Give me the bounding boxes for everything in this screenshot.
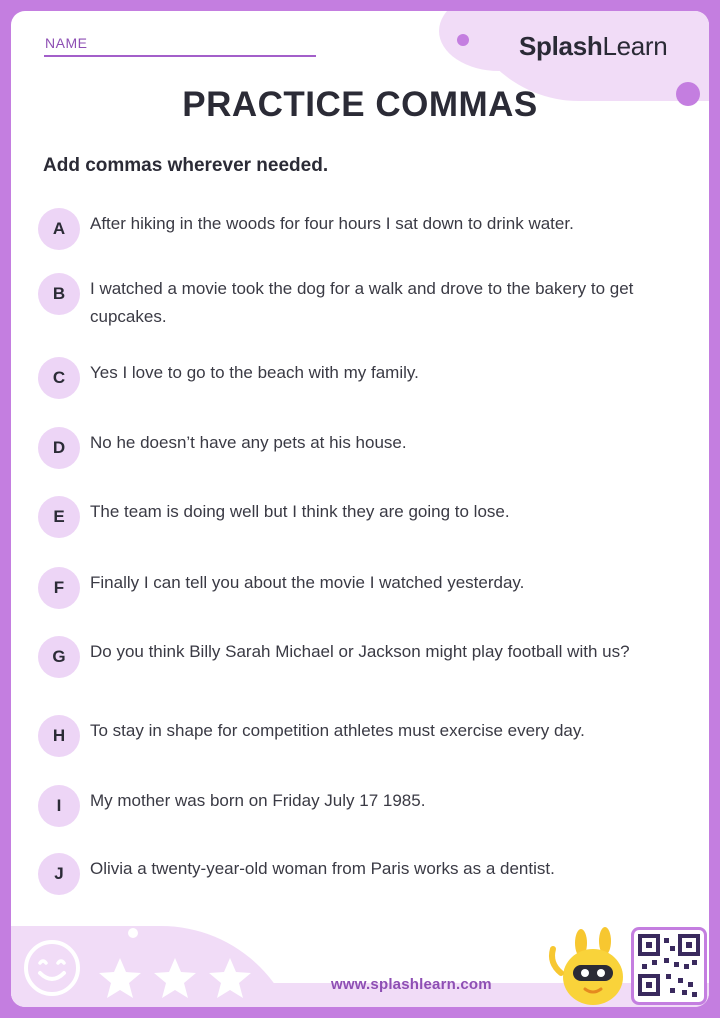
question-letter-badge: A: [38, 208, 80, 250]
question-text: The team is doing well but I think they are going to lose.: [90, 502, 510, 521]
question-text: Yes I love to go to the beach with my family.: [90, 363, 419, 382]
question-text: Do you think Billy Sarah Michael or Jackson might play football with us?: [90, 642, 630, 661]
question-letter-badge: H: [38, 715, 80, 757]
decorative-dot: [128, 928, 138, 938]
page-title: PRACTICE COMMAS: [182, 85, 538, 124]
question-text: Finally I can tell you about the movie I watched yesterday.: [90, 573, 525, 592]
question-letter-badge: C: [38, 357, 80, 399]
question-letter-badge: J: [38, 853, 80, 895]
question-text: My mother was born on Friday July 17 1985.: [90, 791, 426, 810]
question-text: After hiking in the woods for four hours I sat down to drink water.: [90, 214, 574, 233]
question-text: To stay in shape for competition athletes must exercise every day.: [90, 721, 585, 740]
question-text: Olivia a twenty-year-old woman from Paris works as a dentist.: [90, 859, 555, 878]
question-letter-badge: B: [38, 273, 80, 315]
name-label: NAME: [45, 35, 88, 51]
worksheet: [11, 11, 709, 1007]
question-letter-badge: E: [38, 496, 80, 538]
question-letter-badge: F: [38, 567, 80, 609]
star-icon: [154, 958, 196, 998]
instruction-text: Add commas wherever needed.: [43, 155, 329, 176]
stars-decoration: [95, 955, 265, 1001]
question-letter-badge: I: [38, 785, 80, 827]
star-icon: [209, 958, 251, 998]
question-text: I watched a movie took the dog for a walk and drove to the bakery to get cupcakes.: [90, 279, 634, 326]
brand-logo: SplashLearn: [519, 31, 668, 61]
question-text: No he doesn’t have any pets at his house.: [90, 433, 407, 452]
name-field-line[interactable]: [44, 55, 316, 57]
website-link[interactable]: www.splashlearn.com: [331, 976, 492, 993]
decorative-dot: [457, 34, 469, 46]
question-letter-badge: G: [38, 636, 80, 678]
smiley-icon: [23, 939, 81, 997]
qr-code[interactable]: [631, 927, 707, 1005]
star-icon: [99, 958, 141, 998]
question-letter-badge: D: [38, 427, 80, 469]
mascot-icon: [541, 927, 633, 1007]
